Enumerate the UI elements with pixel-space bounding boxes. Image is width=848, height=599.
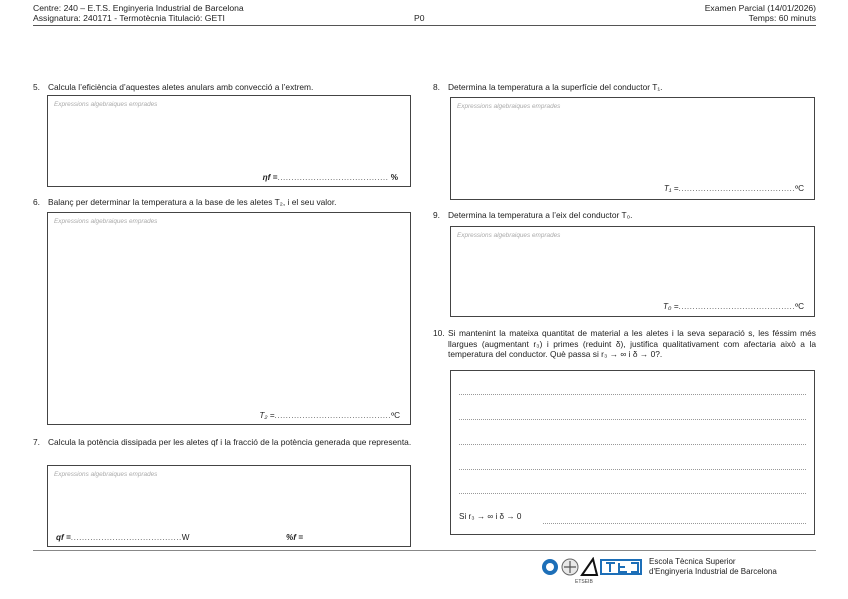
final-label: Si r₃ → ∞ i δ → 0: [459, 512, 522, 521]
result-label: T₁ =: [663, 184, 679, 193]
result-label: T₂ =: [259, 411, 275, 420]
question-number: 9.: [433, 210, 440, 220]
result-line-5: [263, 173, 398, 182]
header-assignatura: Assignatura: 240171 - Termotècnia Titulació: GETI: [33, 13, 225, 23]
result-line-7: [56, 533, 190, 542]
answer-box-9[interactable]: [450, 226, 815, 317]
dotted-line: [459, 444, 806, 445]
result-label: ηf =: [262, 173, 278, 182]
question-number: 6.: [33, 197, 40, 207]
question-number: 10.: [433, 328, 445, 338]
final-line-10: [459, 512, 521, 521]
answer-box-6[interactable]: [47, 212, 411, 425]
dotted-line: [459, 469, 806, 470]
question-text: Calcula la potència dissipada per les aletes qf i la fracció de la potència generada que representa.: [48, 437, 412, 447]
placeholder: Expressions algebraiques emprades: [54, 471, 158, 478]
header-time: Temps: 60 minuts: [748, 13, 816, 23]
result-label: T₀ =: [663, 302, 679, 311]
header-exam: Examen Parcial (14/01/2026): [704, 3, 816, 13]
logo-text: ETSEIB: [575, 579, 593, 585]
answer-box-8[interactable]: [450, 97, 815, 200]
result-label: qf =: [56, 533, 71, 542]
question-text: Calcula l’eficiència d’aquestes aletes anulars amb convecció a l’extrem.: [48, 82, 314, 92]
dotted-line: [459, 419, 806, 420]
placeholder: Expressions algebraiques emprades: [54, 218, 158, 225]
logos-icon: [541, 557, 646, 585]
result-unit: ºC: [795, 302, 804, 311]
dotted-line: [459, 394, 806, 395]
result-unit: ºC: [795, 184, 804, 193]
placeholder: Expressions algebraiques emprades: [457, 232, 561, 239]
placeholder: Expressions algebraiques emprades: [457, 103, 561, 110]
answer-box-5[interactable]: [47, 95, 411, 187]
result-unit: W: [181, 533, 190, 542]
footer-school-line2: d'Enginyeria Industrial de Barcelona: [649, 567, 777, 576]
question-text: Balanç per determinar la temperatura a la base de les aletes T₂, i el seu valor.: [48, 197, 337, 207]
result-line-7b: [286, 533, 303, 542]
dotted-line: [543, 523, 806, 524]
question-text: Si mantenint la mateixa quantitat de material a les aletes i la seva separació s, les féssim més llargues (augmentant r₃) i primes (reduint δ), justifica qualitativament com afectaria això a la temperatura del conductor. Què passa si r₃ → ∞ i δ → 0?.: [448, 328, 816, 359]
dotted-line: [459, 493, 806, 494]
result-label: %f =: [286, 533, 304, 542]
result-unit: %: [390, 173, 398, 182]
footer-school-line1: Escola Tècnica Superior: [649, 557, 736, 566]
result-line-8: [664, 184, 804, 193]
result-dots: ........................................: [70, 533, 182, 542]
question-text: Determina la temperatura a l’eix del conductor T₀.: [448, 210, 633, 220]
answer-box-10[interactable]: [450, 370, 815, 535]
result-dots: ..........................................: [678, 302, 796, 311]
question-number: 7.: [33, 437, 40, 447]
header-centre: Centre: 240 – E.T.S. Enginyeria Industrial de Barcelona: [33, 3, 244, 13]
result-dots: ..........................................: [274, 411, 392, 420]
result-dots: ........................................: [277, 173, 389, 182]
header-code: P0: [414, 13, 425, 23]
answer-box-7[interactable]: [47, 465, 411, 547]
result-unit: ºC: [391, 411, 400, 420]
result-line-6: [259, 411, 400, 420]
question-text: Determina la temperatura a la superfície del conductor T₁.: [448, 82, 663, 92]
question-number: 8.: [433, 82, 440, 92]
upc-logo: [541, 557, 646, 590]
question-number: 5.: [33, 82, 40, 92]
footer-rule: [33, 550, 816, 551]
result-dots: ..........................................: [678, 184, 796, 193]
header-rule: [33, 25, 816, 26]
result-line-9: [663, 302, 804, 311]
placeholder: Expressions algebraiques emprades: [54, 101, 158, 108]
